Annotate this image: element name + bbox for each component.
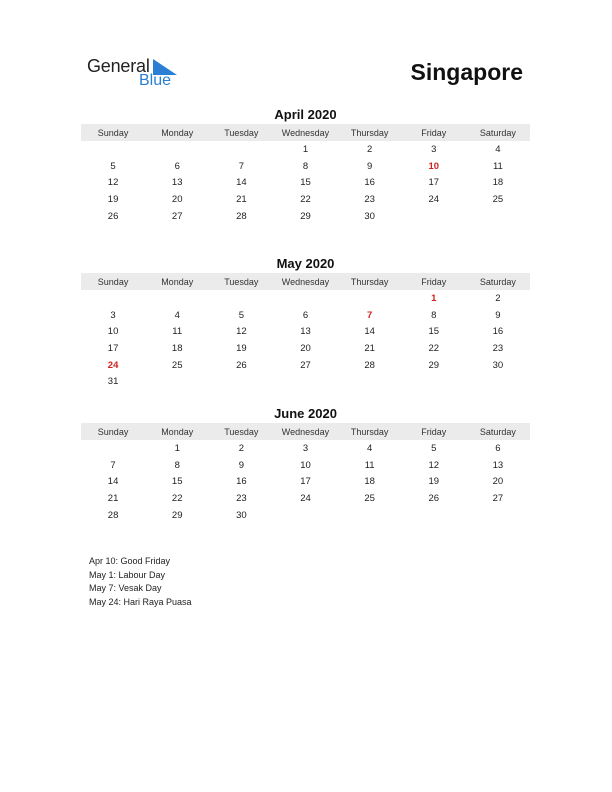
weekday-label: Monday <box>161 426 194 437</box>
day-cell: 18 <box>171 342 183 354</box>
day-cell: 6 <box>495 442 501 454</box>
month-june <box>81 405 530 523</box>
day-cell: 13 <box>492 459 504 471</box>
day-cell: 14 <box>364 326 375 338</box>
weekday-label: Wednesday <box>281 426 330 437</box>
weekday-label: Monday <box>161 127 194 138</box>
day-cell: 27 <box>492 492 504 504</box>
holiday-list <box>89 555 192 609</box>
day-cell: 3 <box>110 309 116 321</box>
day-cell: 11 <box>364 459 375 471</box>
weekday-header-row <box>81 124 530 141</box>
month-may <box>81 255 530 390</box>
week-row <box>81 340 530 357</box>
weekday-label: Friday <box>421 426 447 437</box>
week-row <box>81 490 530 507</box>
day-cell: 19 <box>236 342 247 354</box>
week-row <box>81 191 530 208</box>
month-title: April 2020 <box>274 107 337 122</box>
day-cell: 23 <box>364 193 375 205</box>
weekday-label: Thursday <box>350 276 389 287</box>
weekday-label: Tuesday <box>224 276 259 287</box>
day-cell: 24 <box>107 359 119 371</box>
week-row <box>81 357 530 374</box>
day-cell: 9 <box>238 459 244 471</box>
day-cell: 26 <box>236 359 247 371</box>
day-cell: 29 <box>428 359 440 371</box>
day-cell: 25 <box>492 193 504 205</box>
day-cell: 13 <box>171 177 183 189</box>
day-cell: 31 <box>107 376 119 388</box>
logo-general-text: General <box>87 56 150 76</box>
day-cell: 21 <box>364 342 375 354</box>
day-cell: 2 <box>366 143 373 155</box>
day-cell: 12 <box>107 177 119 189</box>
day-cell: 10 <box>107 326 119 338</box>
day-cell: 16 <box>364 177 375 189</box>
day-cell: 9 <box>366 160 373 172</box>
day-cell: 17 <box>300 476 311 488</box>
day-cell: 7 <box>238 160 244 172</box>
month-april <box>81 106 530 224</box>
day-cell: 12 <box>236 326 247 338</box>
day-cell: 23 <box>492 342 504 354</box>
day-cell: 1 <box>302 143 309 155</box>
day-cell: 21 <box>236 193 247 205</box>
day-cell: 7 <box>366 309 373 321</box>
day-cell: 21 <box>107 492 119 504</box>
day-cell: 16 <box>492 326 504 338</box>
holiday-entry: May 1: Labour Day <box>89 569 166 580</box>
week-row <box>81 141 530 158</box>
weekday-label: Thursday <box>350 426 389 437</box>
day-cell: 19 <box>428 476 440 488</box>
weekday-label: Wednesday <box>281 127 330 138</box>
week-row <box>81 457 530 474</box>
holiday-entry: May 24: Hari Raya Puasa <box>89 596 192 607</box>
generalblue-logo <box>87 56 187 92</box>
day-cell: 24 <box>428 193 440 205</box>
weekday-label: Sunday <box>97 127 129 138</box>
day-cell: 27 <box>300 359 311 371</box>
weekday-label: Tuesday <box>224 127 259 138</box>
day-cell: 6 <box>174 160 180 172</box>
week-row <box>81 373 530 390</box>
day-cell: 8 <box>431 309 437 321</box>
day-cell: 30 <box>364 210 375 222</box>
day-cell: 18 <box>364 476 375 488</box>
day-cell: 4 <box>495 143 501 155</box>
day-cell: 5 <box>238 309 244 321</box>
weekday-label: Wednesday <box>281 276 330 287</box>
day-cell: 2 <box>495 292 501 304</box>
day-cell: 27 <box>171 210 183 222</box>
week-row <box>81 507 530 524</box>
day-cell: 10 <box>428 160 440 172</box>
day-cell: 19 <box>107 193 119 205</box>
day-cell: 12 <box>428 459 440 471</box>
day-cell: 25 <box>171 359 183 371</box>
holiday-entry: May 7: Vesak Day <box>89 583 162 593</box>
day-cell: 2 <box>238 442 244 454</box>
day-cell: 4 <box>366 442 373 454</box>
weekday-label: Tuesday <box>224 426 259 437</box>
day-cell: 22 <box>171 492 183 504</box>
day-cell: 14 <box>236 177 247 189</box>
day-cell: 5 <box>110 160 116 172</box>
weekday-label: Saturday <box>479 276 516 287</box>
weekday-label: Monday <box>161 276 194 287</box>
day-cell: 30 <box>492 359 504 371</box>
week-row <box>81 208 530 225</box>
day-cell: 20 <box>171 193 183 205</box>
day-cell: 24 <box>300 492 311 504</box>
day-cell: 18 <box>492 177 504 189</box>
day-cell: 25 <box>364 492 375 504</box>
day-cell: 28 <box>364 359 375 371</box>
day-cell: 11 <box>172 326 183 338</box>
weekday-header-row <box>81 273 530 290</box>
day-cell: 20 <box>300 342 311 354</box>
week-row <box>81 440 530 457</box>
week-row <box>81 323 530 340</box>
day-cell: 29 <box>300 210 311 222</box>
month-title: June 2020 <box>274 406 337 421</box>
day-cell: 22 <box>300 193 311 205</box>
holiday-entry: Apr 10: Good Friday <box>89 556 171 566</box>
day-cell: 26 <box>428 492 440 504</box>
weekday-header-row <box>81 423 530 440</box>
week-row <box>81 290 530 307</box>
day-cell: 16 <box>236 476 247 488</box>
day-cell: 8 <box>302 160 309 172</box>
weekday-label: Friday <box>421 127 447 138</box>
day-cell: 11 <box>492 160 503 172</box>
day-cell: 15 <box>300 177 311 189</box>
weekday-label: Thursday <box>350 127 389 138</box>
day-cell: 28 <box>107 509 119 521</box>
day-cell: 7 <box>110 459 116 471</box>
day-cell: 14 <box>107 476 119 488</box>
day-cell: 23 <box>236 492 247 504</box>
logo-blue-text: Blue <box>139 72 172 89</box>
day-cell: 5 <box>431 442 437 454</box>
country-title: Singapore <box>410 59 523 85</box>
day-cell: 8 <box>174 459 180 471</box>
day-cell: 3 <box>431 143 437 155</box>
day-cell: 30 <box>236 509 247 521</box>
weekday-label: Saturday <box>479 127 516 138</box>
day-cell: 26 <box>107 210 119 222</box>
day-cell: 1 <box>431 292 437 304</box>
day-cell: 6 <box>302 309 309 321</box>
week-row <box>81 307 530 324</box>
weekday-label: Friday <box>421 276 447 287</box>
week-row <box>81 473 530 490</box>
day-cell: 29 <box>171 509 183 521</box>
week-row <box>81 158 530 175</box>
day-cell: 17 <box>107 342 119 354</box>
weekday-label: Saturday <box>479 426 516 437</box>
day-cell: 17 <box>428 177 440 189</box>
day-cell: 1 <box>174 442 180 454</box>
day-cell: 9 <box>495 309 501 321</box>
weekday-label: Sunday <box>97 426 129 437</box>
day-cell: 4 <box>174 309 180 321</box>
day-cell: 15 <box>428 326 440 338</box>
week-row <box>81 174 530 191</box>
month-title: May 2020 <box>276 256 335 271</box>
day-cell: 28 <box>236 210 247 222</box>
day-cell: 10 <box>300 459 311 471</box>
day-cell: 3 <box>302 442 309 454</box>
day-cell: 20 <box>492 476 504 488</box>
day-cell: 15 <box>171 476 183 488</box>
day-cell: 22 <box>428 342 440 354</box>
day-cell: 13 <box>300 326 311 338</box>
weekday-label: Sunday <box>97 276 129 287</box>
